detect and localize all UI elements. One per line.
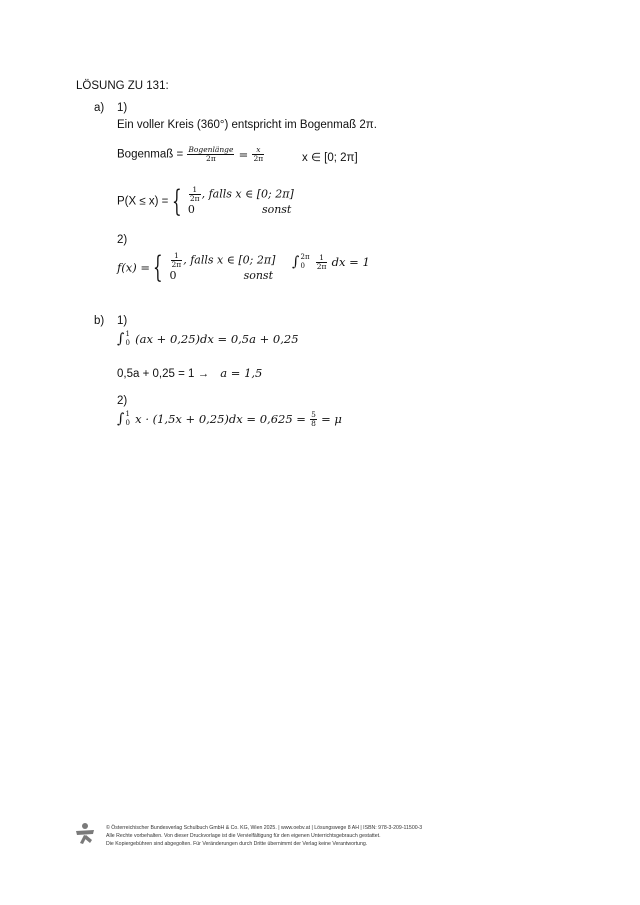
bogenmass-lhs: Bogenmaß = [117,148,184,161]
fraction-denominator: 2π [171,260,182,269]
part-b-label: b) [94,315,105,327]
cdf-definition [117,183,294,219]
fraction-denominator: 2π [316,261,327,271]
cdf-cases [188,186,294,217]
part-a1-number: 1) [117,102,128,114]
integral-upper-limit: 1 [125,330,130,338]
cdf-case1-fraction [189,186,201,203]
pdf-lhs: f(x) = [117,260,151,275]
part-a-label: a) [94,102,105,114]
fraction-numerator: x [256,145,261,154]
fraction-denominator: 2π [253,154,264,163]
cdf-case1-condition: , falls x ∈ [0; 2π] [201,187,294,201]
b2-integral [117,410,342,428]
integrand-fraction [316,254,328,271]
part-b1-number: 1) [117,315,128,327]
fraction-numerator: Bogenlänge [188,145,234,154]
b1-integral-expression: (ax + 0,25)dx = 0,5a + 0,25 [135,332,299,346]
b2-tail: = μ [321,412,342,426]
domain-statement: x ∈ [0; 2π] [302,152,358,164]
b1-equation [117,366,262,380]
integral-lower-limit: 0 [125,339,130,347]
equals-sign: = [238,147,249,162]
cdf-case2-condition: sonst [261,203,292,216]
bogenmass-formula [117,146,265,163]
pdf-case2-value: 0 [169,269,177,282]
footer-fees-line: Die Kopiergebühren sind abgegolten. Für Veränderungen durch Dritte übernimmt der Verlag keine Verantwortung. [106,841,368,847]
bogenmass-fraction-1 [187,146,234,163]
integral-lower-limit: 0 [300,262,305,270]
b1-equation-text: 0,5a + 0,25 = 1 → [117,368,210,380]
fraction-numerator: 5 [311,409,316,419]
fraction-denominator: 2π [187,154,234,163]
left-brace-icon: { [153,249,163,285]
pdf-cases [170,252,276,283]
integral-symbol: ∫ [117,331,125,347]
integral-symbol: ∫ [117,411,125,427]
integral-upper-limit: 2π [300,253,310,261]
integral-lower-limit: 0 [125,419,130,427]
integral-upper-limit: 1 [125,410,130,418]
part-a2-number: 2) [117,234,128,246]
part-b2-number: 2) [117,395,128,407]
fraction-numerator: 1 [173,251,179,260]
page-heading: LÖSUNG ZU 131: [76,80,169,92]
pdf-case1-fraction [171,252,183,269]
pdf-case1-condition: , falls x ∈ [0; 2π] [183,253,276,267]
integral-limits [126,410,130,428]
footer-copyright-line: © Österreichischer Bundesverlag Schulbuch GmbH & Co. KG, Wien 2025. | www.oebv.at | Lösungswege 8 AH | ISBN: 978-3-209-11500-3 [106,825,423,831]
cdf-lhs: P(X ≤ x) = [117,195,169,208]
footer-text [106,824,422,848]
pdf-integral [292,253,370,271]
b1-equation-result: a = 1,5 [220,366,263,380]
b2-integral-expression: x · (1,5x + 0,25)dx = 0,625 = [135,412,306,426]
fraction-numerator: 1 [319,252,324,262]
fraction-denominator: 8 [311,418,316,428]
bogenmass-fraction-2 [252,146,264,163]
pdf-definition [117,249,276,285]
b1-integral [117,330,299,348]
b2-result-fraction [310,411,317,428]
integral-limits [301,253,310,271]
footer-rights-line: Alle Rechte vorbehalten. Von dieser Druckvorlage ist die Vervielfältigung für den eigenen Unterrichtsgebrauch gestattet. [106,833,381,839]
cdf-case2-value: 0 [187,203,195,216]
integral-rhs: dx = 1 [331,255,370,269]
integral-limits [126,330,130,348]
integral-symbol: ∫ [292,254,300,270]
part-a1-sentence: Ein voller Kreis (360°) entspricht im Bogenmaß 2π. [117,119,377,131]
fraction-numerator: 1 [192,185,198,194]
pdf-case2-condition: sonst [243,269,273,282]
fraction-denominator: 2π [189,194,200,203]
left-brace-icon: { [171,183,182,219]
publisher-logo-icon [74,822,96,844]
